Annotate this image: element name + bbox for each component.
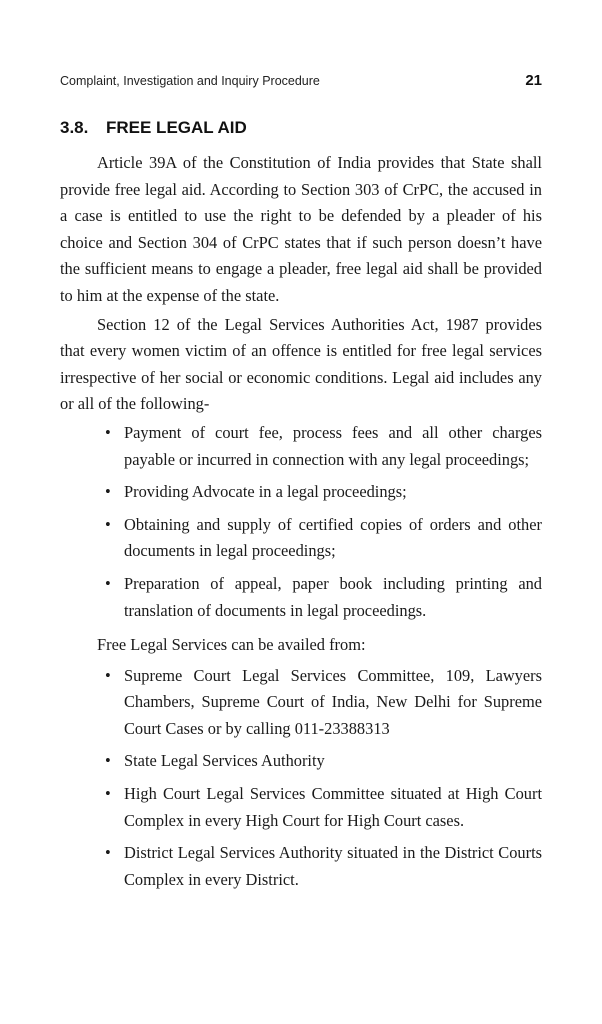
list-item-text: District Legal Services Authority situated in the District Courts Complex in every District. xyxy=(124,843,542,889)
list-item xyxy=(105,840,542,893)
bullet-icon: • xyxy=(105,751,111,771)
list-item xyxy=(105,512,542,565)
list-item xyxy=(105,748,542,775)
legal-aid-list xyxy=(60,420,542,624)
availed-from-list xyxy=(60,663,542,894)
list-item xyxy=(105,663,542,743)
bullet-icon: • xyxy=(105,422,111,442)
list-item-text: Preparation of appeal, paper book including printing and translation of documents in legal proceedings. xyxy=(124,573,542,620)
running-title: Complaint, Investigation and Inquiry Procedure xyxy=(60,74,320,88)
bullet-icon: • xyxy=(105,784,111,804)
paragraph-article-39a: Article 39A of the Constitution of India provides that State shall provide free legal aid. According to Section 303 of CrPC, the accused in a case is entitled to use the right to be defended by a pleader of his choice and Section 304 of CrPC states that if such person doesn’t have the sufficient means to engage a pleader, free legal aid shall be provided to him at the expense of the state. xyxy=(60,153,542,305)
list-item-text: State Legal Services Authority xyxy=(124,751,325,771)
list-item-text: Supreme Court Legal Services Committee, 109, Lawyers Chambers, Supreme Court of India, New Delhi for Supreme Court Cases or by calling 011-23388313 xyxy=(124,665,542,738)
list-item-text: Obtaining and supply of certified copies of orders and other documents in legal proceedings; xyxy=(124,514,542,561)
section-number: 3.8. xyxy=(60,118,89,137)
list-item xyxy=(105,781,542,834)
list-item xyxy=(105,420,542,473)
bullet-icon: • xyxy=(105,573,111,593)
section-heading xyxy=(60,118,247,138)
section-title: FREE LEGAL AID xyxy=(106,118,247,137)
bullet-icon: • xyxy=(105,843,111,863)
list-item-text: High Court Legal Services Committee situated at High Court Complex in every High Court for High Court cases. xyxy=(124,784,542,830)
bullet-icon: • xyxy=(105,665,111,685)
bullet-icon: • xyxy=(105,514,111,534)
page-number: 21 xyxy=(525,72,542,89)
running-header xyxy=(60,72,542,92)
availed-intro: Free Legal Services can be availed from: xyxy=(97,635,366,655)
list-item xyxy=(105,479,542,506)
list-item-text: Payment of court fee, process fees and all other charges payable or incurred in connection with any legal proceedings; xyxy=(124,422,542,469)
list-item xyxy=(105,571,542,624)
bullet-icon: • xyxy=(105,482,111,502)
paragraph-section-12: Section 12 of the Legal Services Authorities Act, 1987 provides that every women victim of an offence is entitled for free legal services irrespective of her social or economic conditions. Legal aid includes any or all of the following- xyxy=(60,314,542,414)
list-item-text: Providing Advocate in a legal proceedings; xyxy=(124,482,407,502)
body-text xyxy=(60,150,542,899)
